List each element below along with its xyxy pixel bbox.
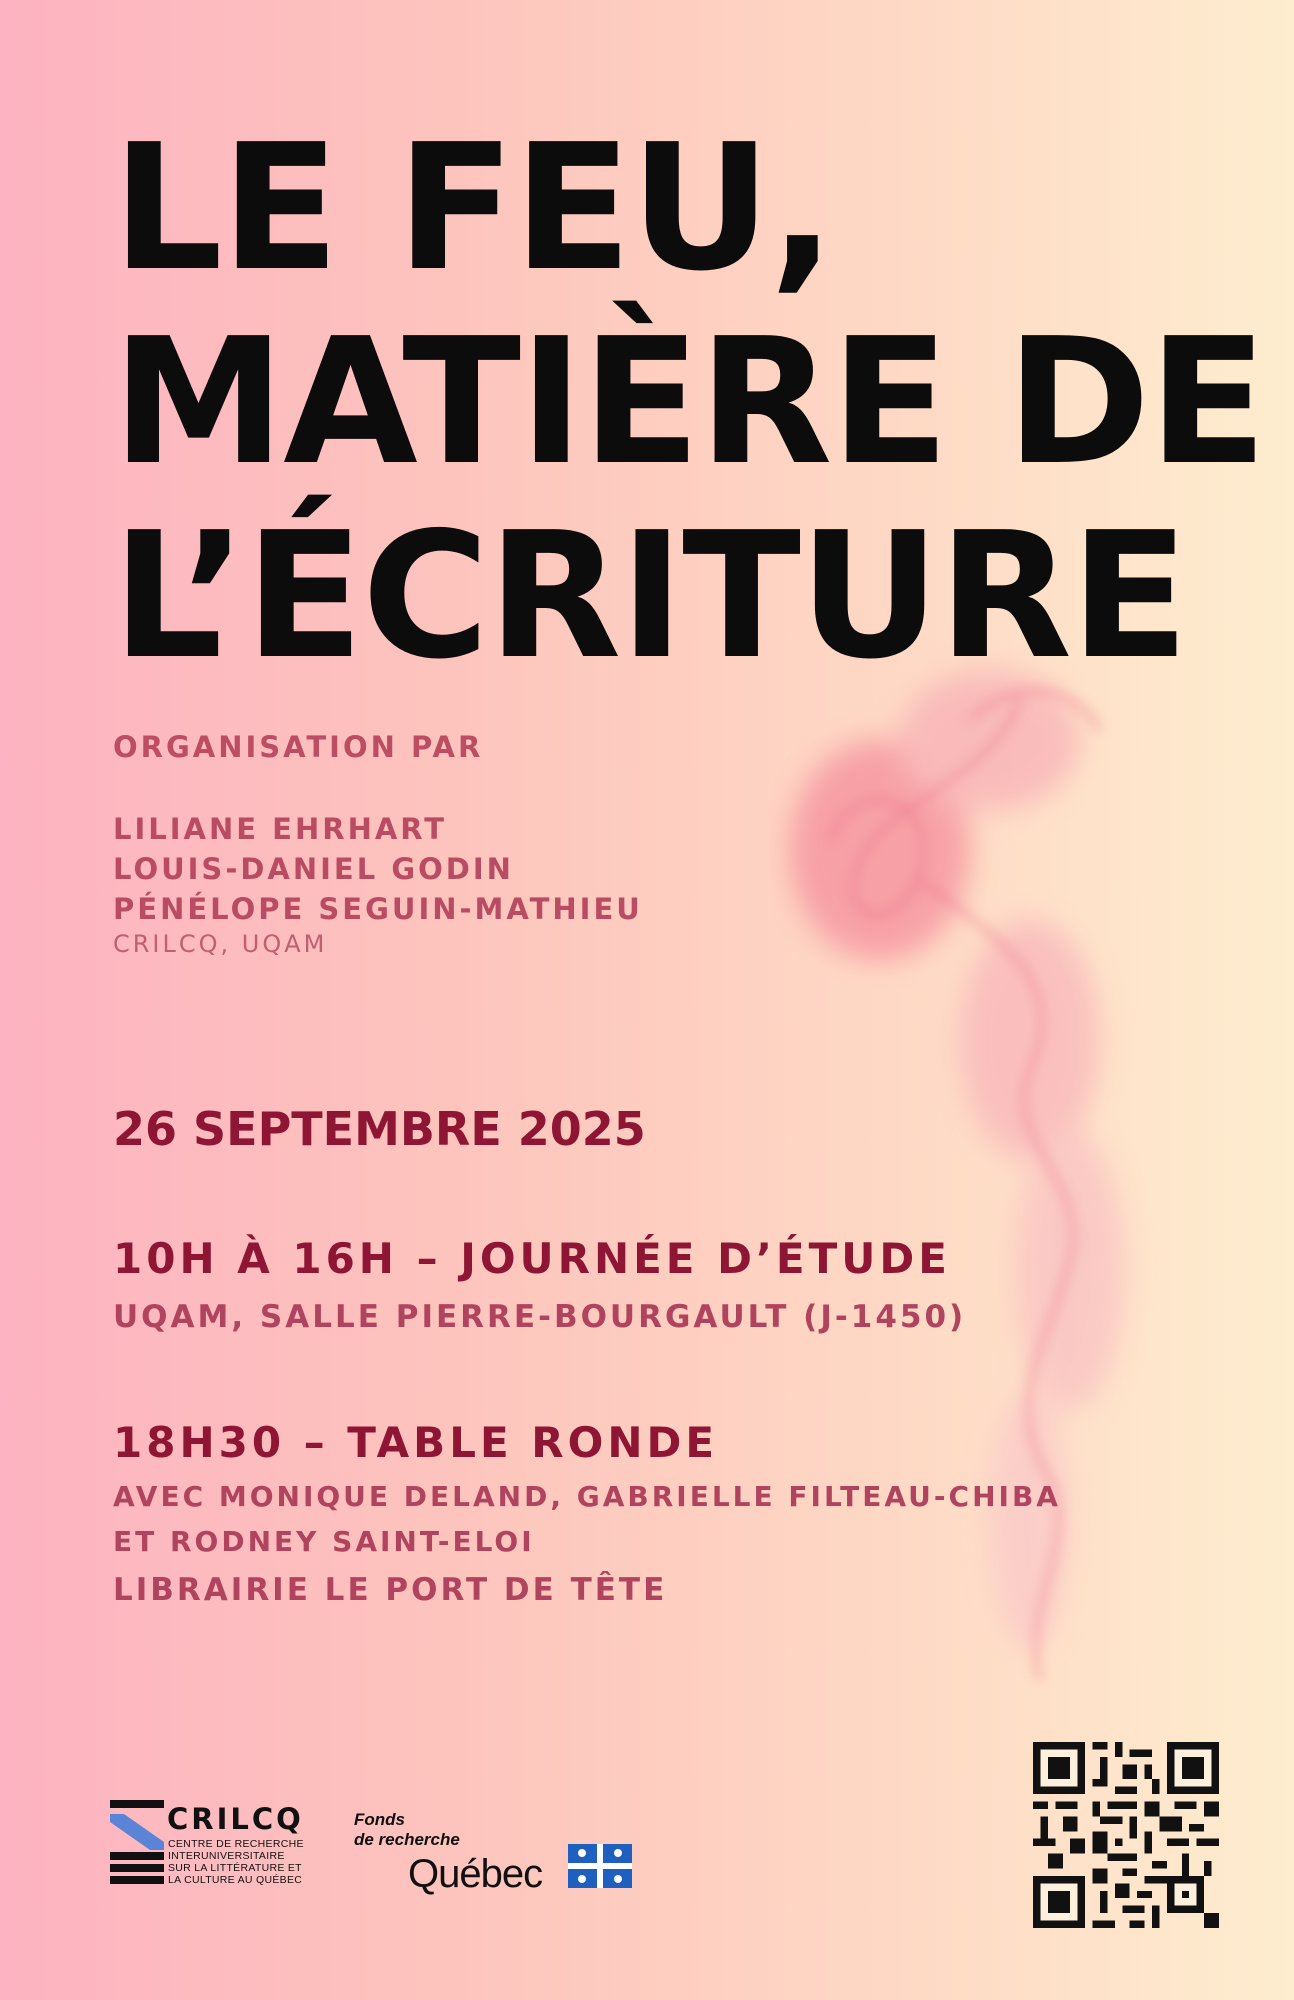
organizer-name: PÉNÉLOPE SEGUIN-MATHIEU <box>113 892 643 926</box>
round-table-guests: AVEC MONIQUE DELAND, GABRIELLE FILTEAU-CHIBA <box>113 1480 1061 1513</box>
smoke-graphic <box>770 620 1250 1720</box>
organizer-name: LILIANE EHRHART <box>113 812 448 846</box>
crilcq-description: CENTRE DE RECHERCHE INTERUNIVERSITAIRE SUR LA LITTÉRATURE ET LA CULTURE AU QUÉBEC <box>168 1838 304 1886</box>
title-line-3: L’ÉCRITURE <box>112 495 1188 698</box>
round-table-guests: ET RODNEY SAINT-ELOI <box>113 1525 535 1558</box>
round-table-heading: 18H30 – TABLE RONDE <box>113 1418 719 1467</box>
organizer-affiliation: CRILCQ, UQAM <box>113 930 328 958</box>
crilcq-logo <box>110 1800 325 1895</box>
study-day-heading: 10H À 16H – JOURNÉE D’ÉTUDE <box>113 1234 951 1283</box>
qr-code[interactable] <box>1033 1742 1219 1928</box>
event-date: 26 SEPTEMBRE 2025 <box>113 1102 646 1156</box>
quebec-flag-icon <box>568 1844 632 1888</box>
study-day-location: UQAM, SALLE PIERRE-BOURGAULT (J-1450) <box>113 1299 967 1335</box>
frq-line-1: Fonds <box>354 1810 405 1829</box>
frq-line-2: de recherche <box>354 1830 460 1849</box>
crilcq-name: CRILCQ <box>167 1802 304 1836</box>
organizer-name: LOUIS-DANIEL GODIN <box>113 852 514 886</box>
crilcq-bars-icon <box>110 1800 164 1890</box>
title-line-2: MATIÈRE DE <box>112 301 1266 504</box>
frq-line-3: Québec <box>408 1852 543 1896</box>
round-table-location: LIBRAIRIE LE PORT DE TÊTE <box>113 1572 668 1608</box>
title-line-1: LE FEU, <box>112 107 834 310</box>
organisation-label: ORGANISATION PAR <box>113 730 484 764</box>
poster-title <box>112 107 1266 698</box>
